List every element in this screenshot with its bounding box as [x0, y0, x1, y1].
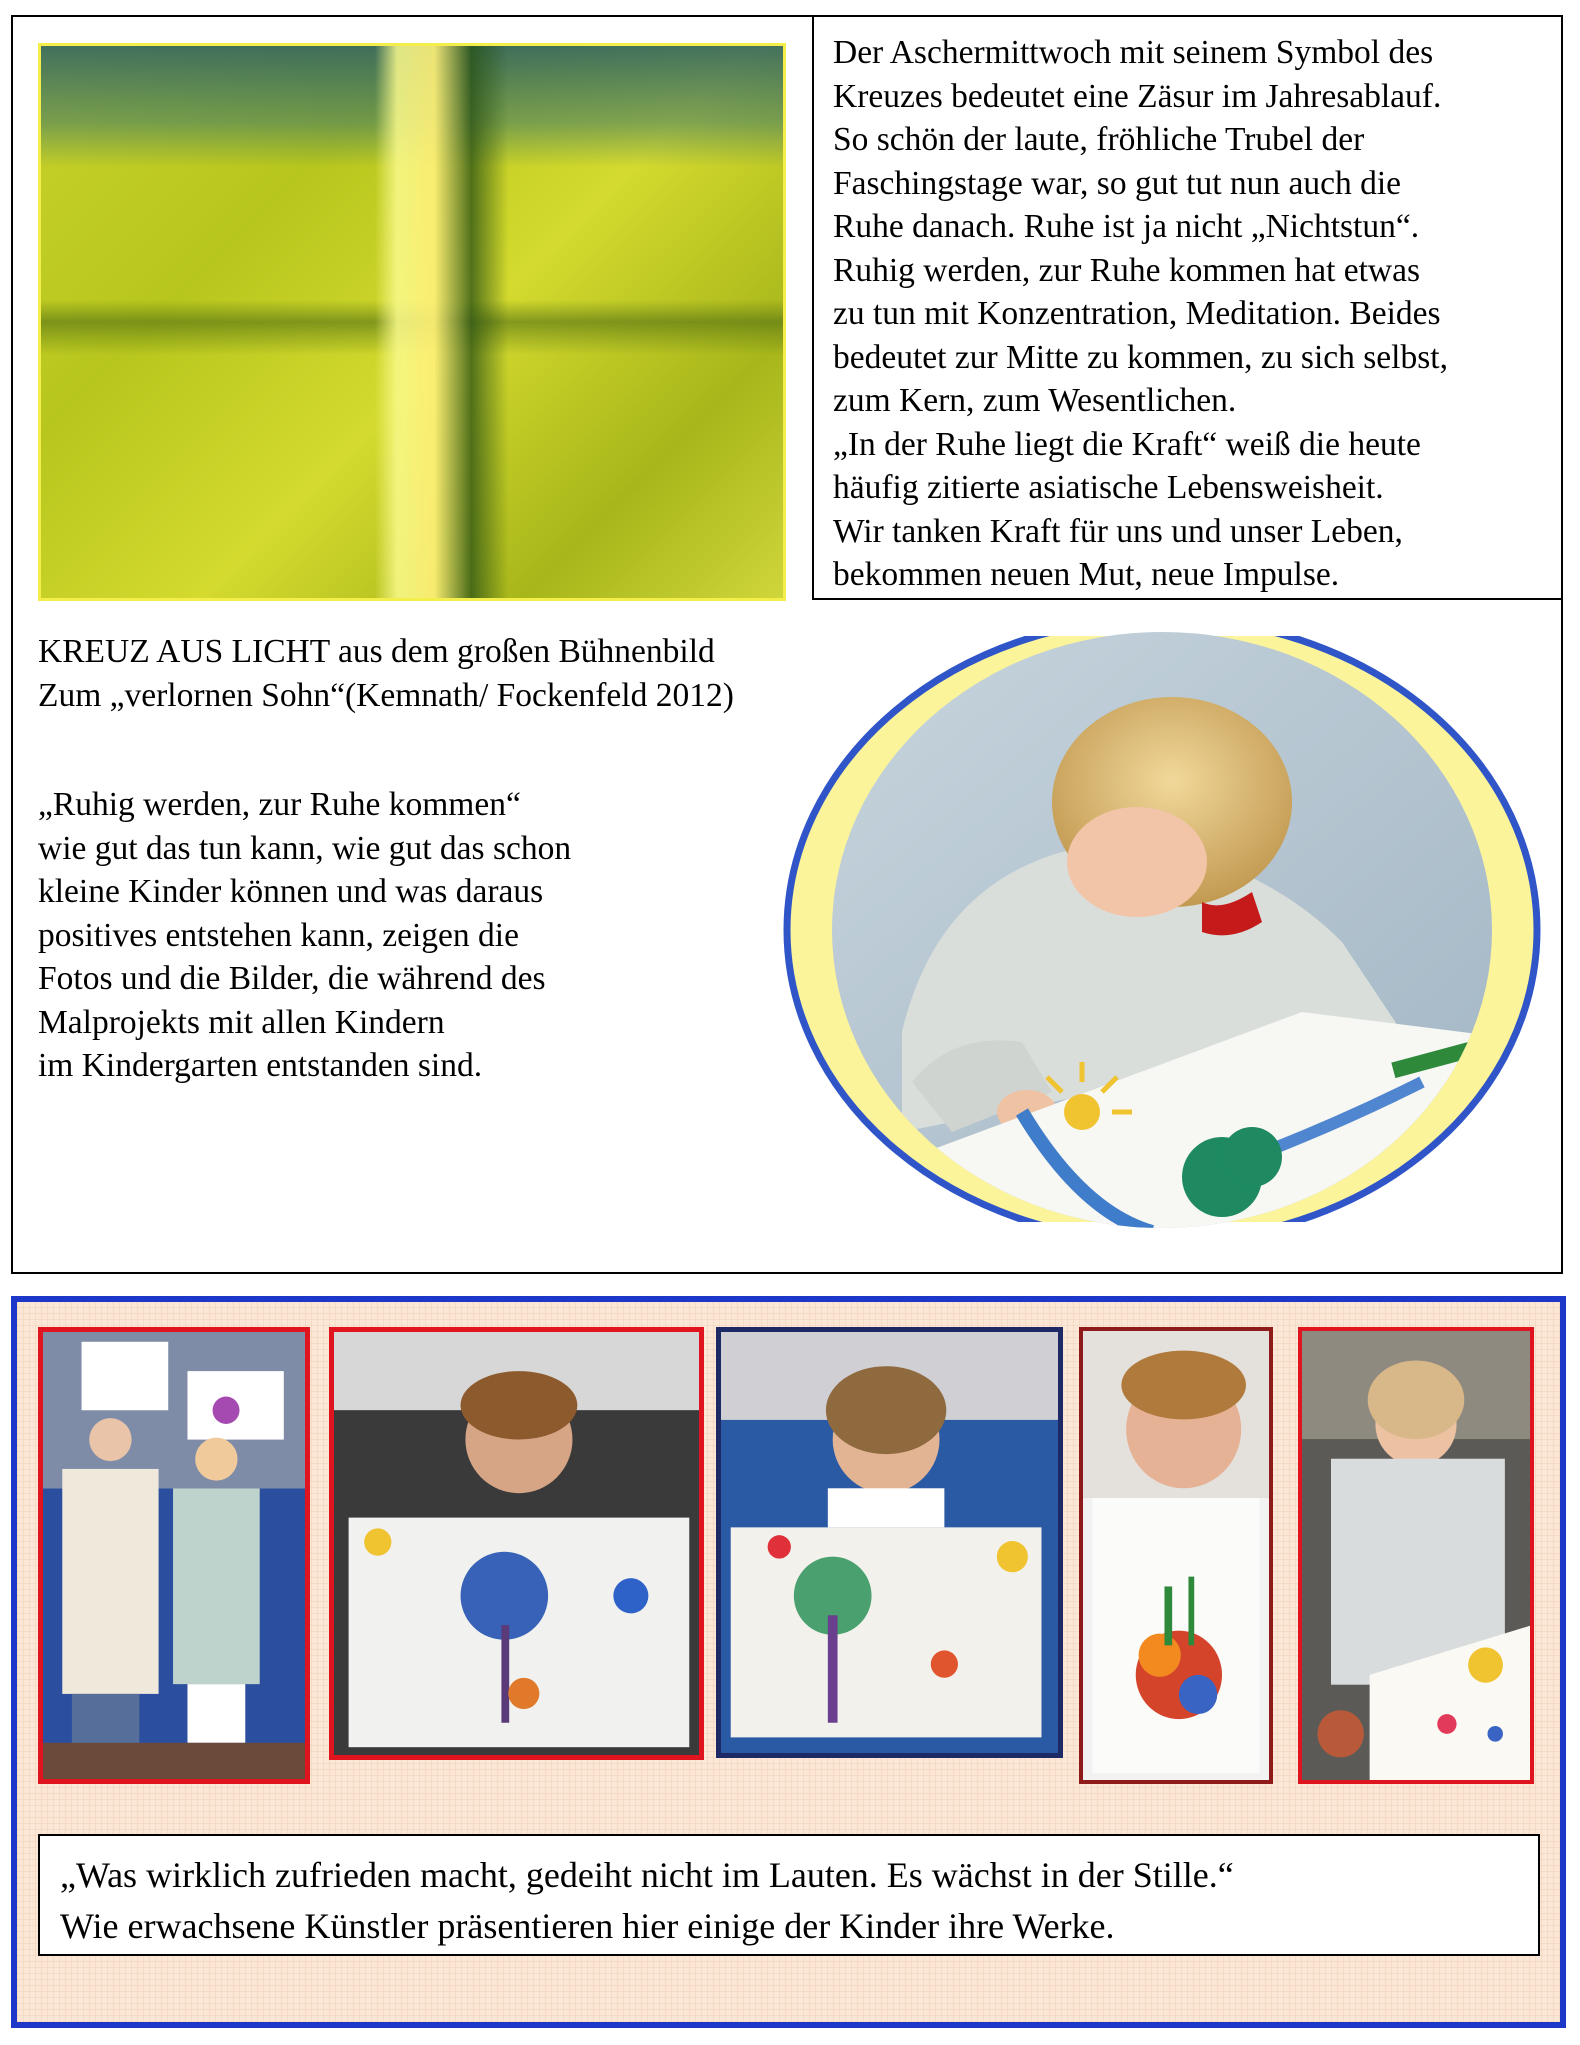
painting-child-photo	[782, 612, 1547, 1247]
cross-of-light-image	[38, 43, 786, 601]
image-caption: KREUZ AUS LICHT aus dem großen Bühnenbild Zum „verlornen Sohn“(Kemnath/ Fockenfeld 2012)	[38, 633, 734, 714]
gallery-photo-1	[38, 1327, 310, 1784]
quote-box: „Was wirklich zufrieden macht, gedeiht nicht im Lauten. Es wächst in der Stille.“ Wie erwachsene Künstler präsentieren hier einige der Kinder ihre Werke.	[38, 1834, 1540, 1956]
intro-paragraph: „Ruhig werden, zur Ruhe kommen“ wie gut das tun kann, wie gut das schon kleine Kinder können und was daraus positives entstehen kann, zeigen die Fotos und die Bilder, die während des Malprojekts mit allen Kindern im Kindergarten entstanden sind.	[38, 786, 572, 1084]
gallery-photo-2	[329, 1327, 704, 1760]
gallery-photo-4	[1079, 1327, 1273, 1784]
gallery-photo-3	[716, 1327, 1063, 1758]
gallery-photo-5	[1298, 1327, 1534, 1784]
ash-wednesday-textbox: Der Aschermittwoch mit seinem Symbol des Kreuzes bedeutet eine Zäsur im Jahresablauf. So schön der laute, fröhliche Trubel der Faschingstage war, so gut tut nun auch die Ruhe danach. Ruhe ist ja nicht „Nichtstun“. Ruhig werden, zur Ruhe kommen hat etwas zu tun mit Konzentration, Meditation. Beides bedeutet zur Mitte zu kommen, zu sich selbst, zum Kern, zum Wesentlichen. „In der Ruhe liegt die Kraft“ weiß die heute häufig zitierte asiatische Lebensweisheit. Wir tanken Kraft für uns und unser Leben, bekommen neuen Mut, neue Impulse.	[812, 15, 1563, 600]
